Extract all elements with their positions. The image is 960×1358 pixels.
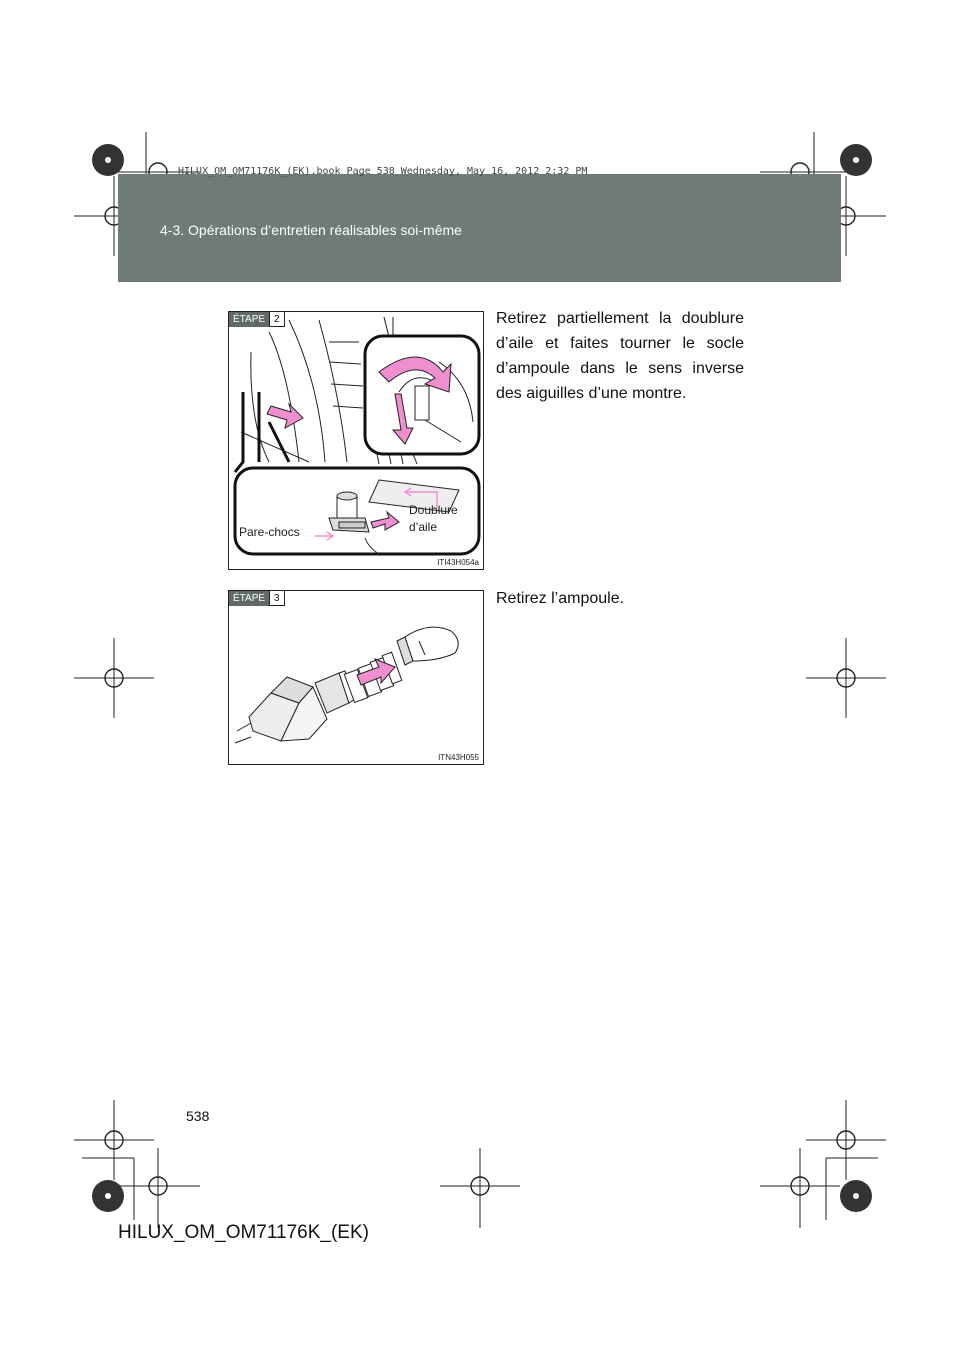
callout-bumper: Pare-chocs — [239, 525, 300, 539]
page-number: 538 — [186, 1108, 210, 1124]
callout-wing-liner-text: Doublure d’aile — [409, 503, 458, 534]
step-2-figure — [228, 311, 484, 570]
step-number: 3 — [269, 591, 285, 606]
step-3-tag — [229, 591, 285, 606]
section-title: 4-3. Opérations d’entretien réalisables soi-même — [160, 222, 462, 238]
step-label: ÉTAPE — [229, 591, 269, 606]
figure-code: ITN43H055 — [438, 753, 479, 762]
document-id: HILUX_OM_OM71176K_(EK) — [118, 1222, 369, 1243]
step-2-text: Retirez partiellement la doublure d’aile et faites tourner le socle d’ampoule dans le sens inverse des aiguilles d’une montre. — [496, 310, 744, 402]
figure-code: ITI43H054a — [437, 558, 479, 567]
step-3-figure — [228, 590, 484, 765]
callout-wing-liner — [409, 502, 471, 536]
bulb-removal-illustration — [229, 591, 483, 764]
step-number: 2 — [269, 312, 285, 327]
step-2-tag — [229, 312, 285, 327]
book-stamp: HILUX_OM_OM71176K_(EK).book Page 538 Wednesday, May 16, 2012 2:32 PM — [178, 166, 588, 177]
step-label: ÉTAPE — [229, 312, 269, 327]
step-3-text: Retirez l’ampoule. — [496, 590, 625, 607]
